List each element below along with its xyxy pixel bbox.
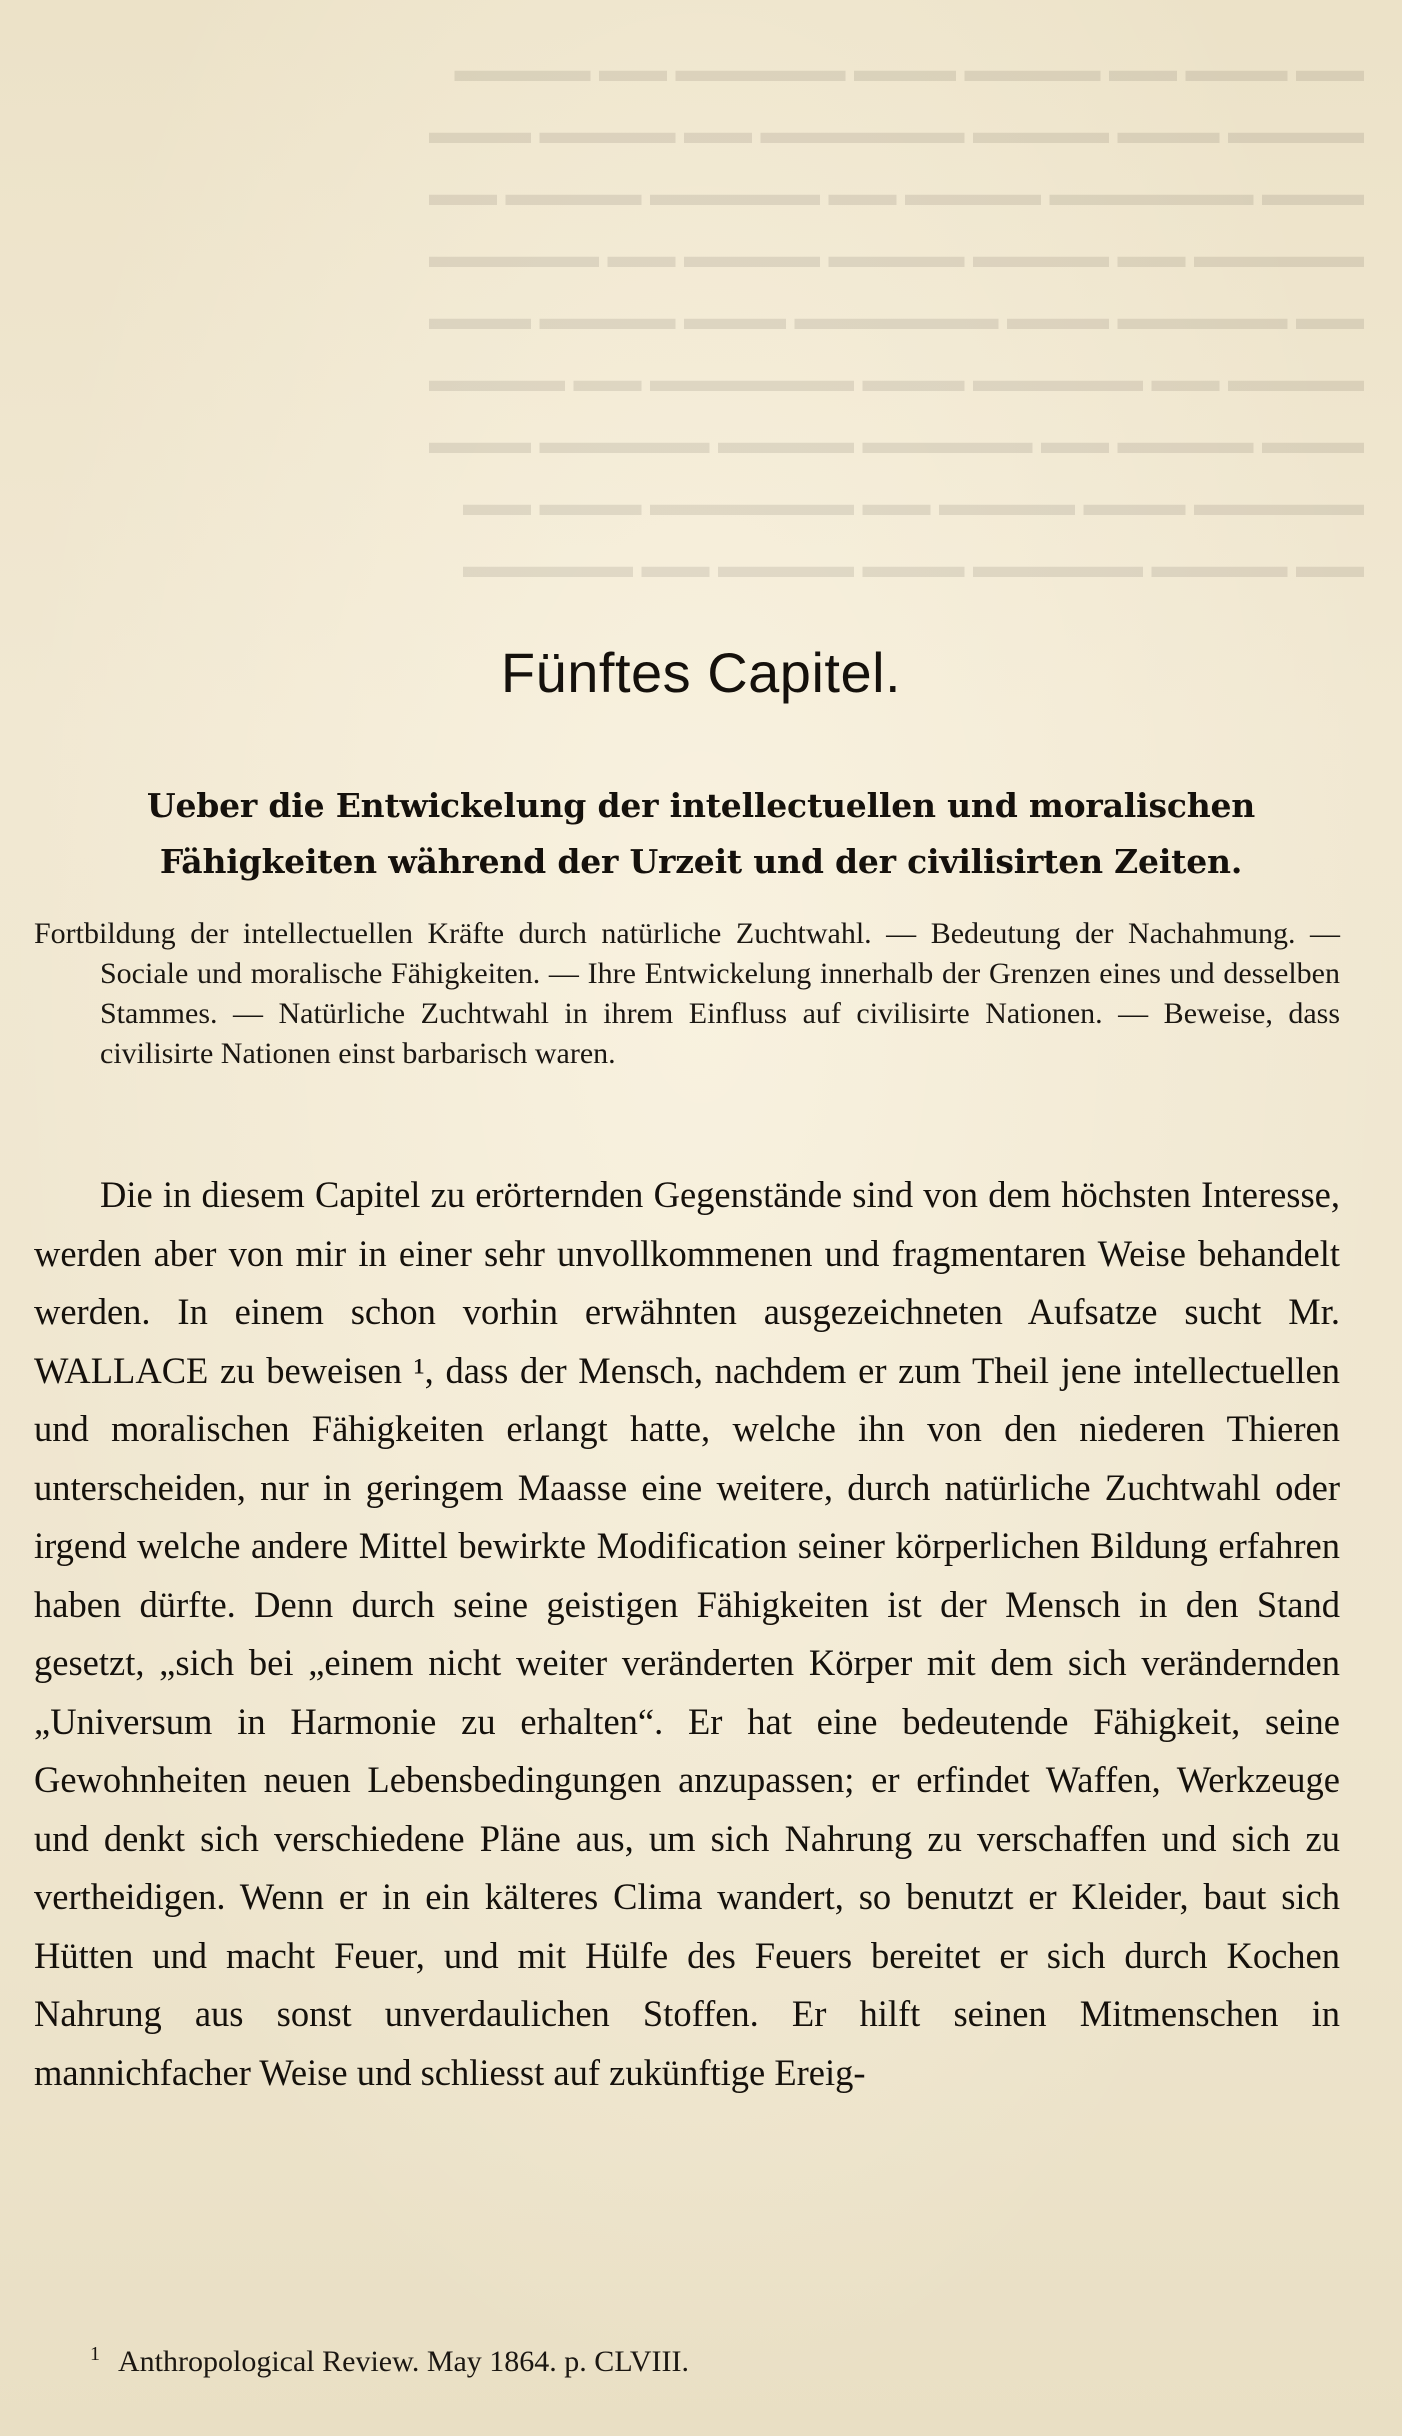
show-through-texture: ▬▬ ▬▬▬ ▬▬ ▬▬▬▬ ▬▬▬ ▬▬▬▬▬ ▬▬ ▬▬▬▬ ▬▬▬▬ ▬▬▬ ▬▬▬▬ ▬▬▬▬▬▬ ▬▬ ▬▬▬▬ ▬▬▬ ▬▬▬ ▬▬▬▬▬▬ ▬▬▬▬ ▬▬ ▬▬▬▬▬ ▬▬▬▬ ▬▬ ▬▬▬▬▬ ▬▬ ▬▬▬▬ ▬▬▬▬ ▬▬▬▬ ▬▬ ▬▬▬▬▬ ▬▬ ▬▬▬▬▬ ▬▬▬ ▬▬▬▬▬▬ ▬▬▬ ▬▬▬▬ ▬▬▬ ▬▬▬▬ ▬▬ ▬▬▬▬▬ ▬▬▬ ▬▬▬▬▬▬ ▬▬ ▬▬▬▬ ▬▬▬ ▬▬▬▬ ▬▬ ▬▬▬▬▬ ▬▬▬▬ ▬▬▬▬▬ ▬▬▬ ▬▬▬▬▬ ▬▬▬ ▬▬▬▬ ▬▬ ▬▬▬▬▬▬ ▬▬▬ ▬▬ ▬▬ ▬▬▬▬ ▬▬▬▬▬ ▬▬▬ ▬▬▬▬ ▬▬ ▬▬▬▬▬ [429,52,1364,585]
chapter-subtitle [40,778,1362,890]
footnote-mark: 1 [90,2343,100,2365]
body-paragraph: Die in diesem Capitel zu erörternden Gegenstände sind von dem höchsten Interesse, werden aber von mir in einer sehr unvollkommenen und fragmentaren Weise behandelt werden. In einem schon vorhin erwähnten ausgezeichneten Aufsatze sucht Mr. WALLACE zu beweisen ¹, dass der Mensch, nachdem er zum Theil jene intellectuellen und moralischen Fähigkeiten erlangt hatte, welche ihn von den niederen Thieren unterscheiden, nur in geringem Maasse eine weitere, durch natürliche Zuchtwahl oder irgend welche andere Mittel bewirkte Modification seiner körperlichen Bildung erfahren haben dürfte. Denn durch seine geistigen Fähigkeiten ist der Mensch in den Stand gesetzt, „sich bei „einem nicht weiter veränderten Körper mit dem sich verändernden „Universum in Harmonie zu erhalten“. Er hat eine bedeutende Fähigkeit, seine Gewohnheiten neuen Lebensbedingungen anzupassen; er erfindet Waffen, Werkzeuge und denkt sich verschiedene Pläne aus, um sich Nahrung zu verschaffen und sich zu vertheidigen. Wenn er in ein kälteres Clima wandert, so benutzt er Kleider, baut sich Hütten und macht Feuer, und mit Hülfe des Feuers bereitet er sich durch Kochen Nahrung aus sonst unverdaulichen Stoffen. Er hilft seinen Mitmenschen in mannichfacher Weise und schliesst auf zukünftige Ereig- [34,1174,1340,2093]
footnote [90,2334,1290,2382]
footnote-text: Anthropological Review. May 1864. p. CLVIII. [118,2345,690,2378]
chapter-summary: Fortbildung der intellectuellen Kräfte durch natürliche Zuchtwahl. — Bedeutung der Nachahmung. — Sociale und moralische Fähigkeiten. — Ihre Entwickelung innerhalb der Grenzen eines und desselben Stammes. — Natürliche Zuchtwahl in ihrem Einfluss auf civilisirte Nationen. — Beweise, dass civilisirte Nationen einst barbarisch waren. [34,917,1340,1070]
chapter-subtitle-line-2: Fähigkeiten während der Urzeit und der civilisirten Zeiten. [159,842,1243,881]
chapter-subtitle-line-1: Ueber die Entwickelung der intellectuellen und moralischen [146,786,1256,825]
chapter-title: Fünftes Capitel. [500,641,902,704]
